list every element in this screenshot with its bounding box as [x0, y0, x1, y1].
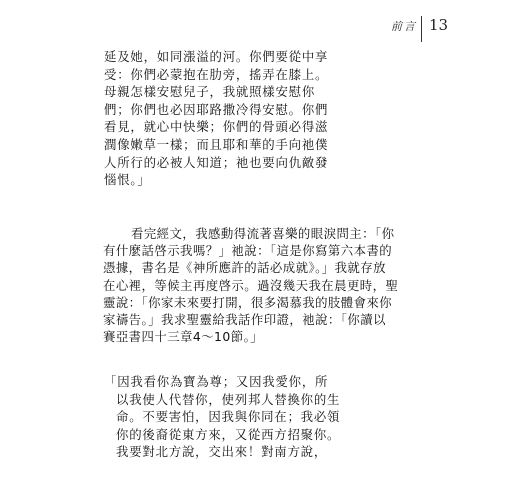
quote-line: 我要對北方說，交出來！對南方說， — [116, 444, 328, 460]
prose-line: 家禱告。」我求聖靈給我話作印證，祂說：「你讀以 — [103, 312, 386, 328]
prose-line: 看完經文，我感動得流著喜樂的眼淚問主：「你 — [131, 226, 395, 241]
prose-line: 賽亞書四十三章4〜10節。」 — [103, 329, 264, 345]
page-number: 13 — [429, 16, 449, 34]
quote-line: 「因我看你為寶為尊；又因我愛你，所 — [104, 374, 329, 389]
prose-paragraph — [103, 225, 423, 345]
quote-line: 你的後裔從東方來，又從西方招聚你。 — [116, 426, 341, 442]
running-header-section: 前言 — [391, 20, 417, 33]
page-header — [0, 16, 520, 38]
quote-line: 母親怎樣安慰兒子，我就照樣安慰你 — [104, 84, 316, 100]
quote-line: 們；你們也必因耶路撒冷得安慰。你們 — [104, 101, 329, 117]
quote-line: 以我使人代替你，使列邦人替換你的生 — [116, 391, 341, 407]
prose-line: 靈說：「你家未來要打開，很多渴慕我的肢體會來你 — [103, 294, 393, 310]
scripture-quote-2 — [104, 373, 436, 461]
scripture-quote-1 — [104, 48, 424, 189]
quote-line: 受：你們必蒙抱在肋旁，搖弄在膝上。 — [104, 66, 329, 82]
header-divider — [421, 16, 422, 42]
quote-line: 人所行的必被人知道；祂也要向仇敵發 — [104, 154, 329, 170]
quote-line: 看見，就心中快樂；你們的骨頭必得滋 — [104, 119, 329, 135]
prose-line: 在心裡，等候主再度啓示。過沒幾天我在晨更時，聖 — [103, 277, 399, 293]
prose-line: 有什麼話啓示我嗎？」祂說：「這是你寫第六本書的 — [103, 243, 393, 259]
quote-line: 延及她，如同漲溢的河。你們要從中享 — [104, 49, 329, 64]
quote-line: 命。不要害怕，因我與你同在；我必領 — [116, 409, 341, 425]
quote-line: 潤像嫩草一樣；而且耶和華的手向祂僕 — [104, 136, 329, 152]
prose-line: 憑據，書名是《神所應許的話必成就》。」我就存放 — [103, 260, 386, 276]
quote-line: 惱恨。」 — [104, 172, 151, 188]
